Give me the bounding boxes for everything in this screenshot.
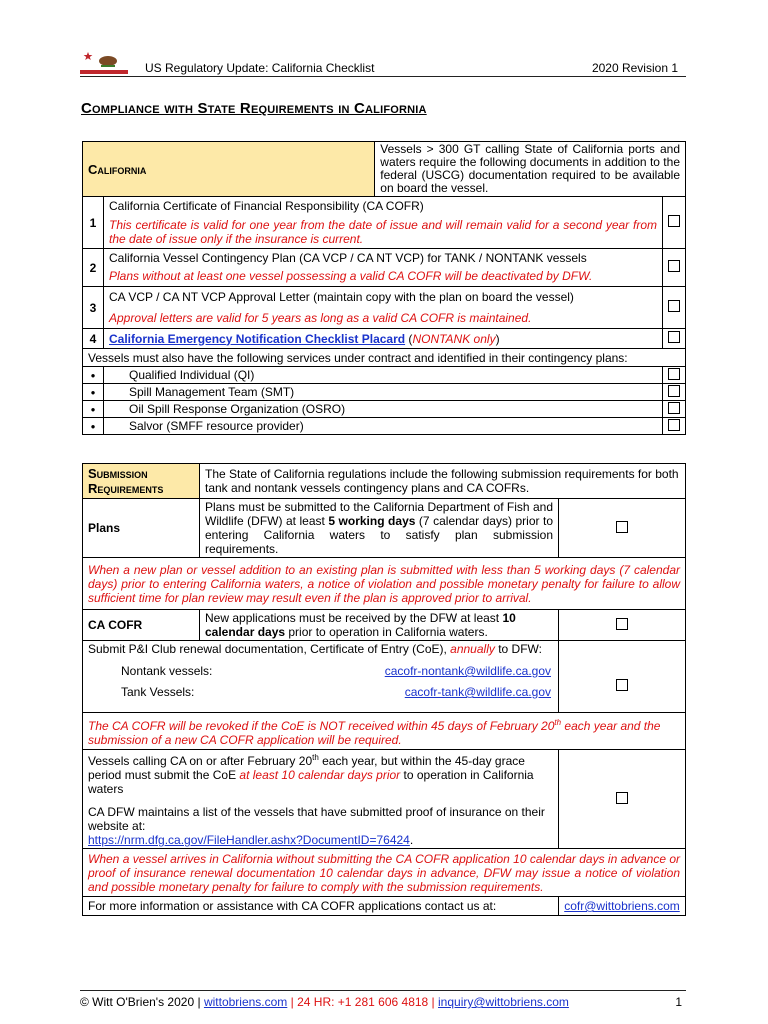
grace-text-mid: each year, but within the 45-day grace period must submit the CoE <box>88 754 525 782</box>
item-text: CA VCP / CA NT VCP Approval Letter (maintain copy with the plan on board the vessel) <box>109 289 574 304</box>
renewal-text: Submit P&I Club renewal documentation, Certificate of Entry (CoE), <box>88 642 451 656</box>
submission-heading: Submission Requirements <box>83 464 200 499</box>
checkbox[interactable] <box>616 792 628 804</box>
cofr-row <box>83 610 686 641</box>
footer-separator: | <box>428 995 439 1009</box>
item-note: Plans without at least one vessel possessing a valid CA COFR will be deactivated by DFW. <box>109 269 593 283</box>
contact-label: For more information or assistance with CA COFR applications contact us at: <box>88 899 497 913</box>
services-intro: Vessels must also have the following services under contract and identified in their contingency plans: <box>83 349 686 367</box>
item-note: Approval letters are valid for 5 years as long as a valid CA COFR is maintained. <box>109 310 532 325</box>
plans-text: Plans must be submitted to the California Department of Fish and Wildlife (DFW) at least <box>205 500 553 528</box>
tank-email-link[interactable]: cacofr-tank@wildlife.ca.gov <box>404 685 551 699</box>
service-row <box>83 418 686 435</box>
header-revision: 2020 Revision 1 <box>591 61 678 75</box>
page-number: 1 <box>675 995 682 1009</box>
service-row <box>83 367 686 384</box>
checkbox[interactable] <box>668 385 680 397</box>
california-flag-icon <box>80 48 128 74</box>
paren-open: ( <box>405 331 413 346</box>
submission-intro: The State of California regulations include the following submission requirements for both tank and nontank vessels contingency plans and CA COFRs. <box>200 464 686 499</box>
insurance-list-end: . <box>409 833 414 847</box>
placard-link[interactable]: California Emergency Notification Checklist Placard <box>109 331 406 346</box>
renewal-text-end: to DFW: <box>494 642 542 656</box>
renewal-frequency: annually <box>450 642 495 656</box>
footer-separator: | <box>287 995 298 1009</box>
plans-text-end: (7 calendar days) prior to entering California waters to satisfy plan submission requirements. <box>205 514 554 556</box>
contact-email-link[interactable]: cofr@wittobriens.com <box>564 899 680 913</box>
item-number: 3 <box>83 287 104 329</box>
grace-text-end: to operation in California waters <box>88 768 534 796</box>
checkbox[interactable] <box>668 402 680 414</box>
plans-row <box>83 499 686 558</box>
page-title: Compliance with State Requirements in California <box>81 100 427 117</box>
footer-separator: | <box>194 995 204 1009</box>
checklist-row <box>83 287 686 329</box>
checkbox[interactable] <box>616 618 628 630</box>
service-label: Salvor (SMFF resource provider) <box>104 418 663 435</box>
submission-requirements-table <box>82 463 686 916</box>
bullet-icon: ● <box>83 401 104 418</box>
california-intro: Vessels > 300 GT calling State of California ports and waters require the following documents in addition to the federal (USCG) documentation required to be available on board the vessel. <box>375 142 686 197</box>
item-text: California Certificate of Financial Responsibility (CA COFR) <box>109 199 424 213</box>
cofr-label: CA COFR <box>83 610 200 641</box>
checkbox[interactable] <box>668 300 680 312</box>
item-note: NONTANK only <box>412 331 496 346</box>
checkbox[interactable] <box>616 679 628 691</box>
bullet-icon: ● <box>83 367 104 384</box>
checkbox[interactable] <box>668 419 680 431</box>
revoke-text: The CA COFR will be revoked if the CoE is NOT received within 45 days of February 20 <box>88 718 555 733</box>
header-title: US Regulatory Update: California Checklist <box>145 61 375 75</box>
page-header <box>80 48 686 77</box>
item-number: 2 <box>83 249 104 287</box>
service-label: Qualified Individual (QI) <box>104 367 663 384</box>
item-number: 1 <box>83 197 104 249</box>
insurance-list-text: CA DFW maintains a list of the vessels that have submitted proof of insurance on their website at: <box>88 805 545 833</box>
service-row <box>83 384 686 401</box>
checklist-row <box>83 249 686 287</box>
tank-label: Tank Vessels: <box>121 685 195 699</box>
cofr-deadline: 10 calendar days <box>205 611 516 639</box>
bullet-icon: ● <box>83 418 104 435</box>
contact-email-cell <box>559 897 686 916</box>
plans-warning: When a new plan or vessel addition to an existing plan is submitted with less than 5 working days (7 calendar days) prior to entering California waters, a notice of violation and possible monetary penalty for failure to allow sufficient time for plan review may result even if the plan is approved prior to arrival. <box>83 558 686 610</box>
insurance-list-link[interactable]: https://nrm.dfg.ca.gov/FileHandler.ashx?DocumentID=76424 <box>88 833 410 847</box>
checkbox[interactable] <box>668 215 680 227</box>
checkbox[interactable] <box>668 331 680 343</box>
nontank-email-link[interactable]: cacofr-nontank@wildlife.ca.gov <box>384 664 551 678</box>
item-note: This certificate is valid for one year from the date of issue and will remain valid for a second year from the date of issue only if the insurance is current. <box>109 218 657 246</box>
cofr-text-end: prior to operation in California waters. <box>285 625 488 639</box>
footer-site-link[interactable]: wittobriens.com <box>203 995 288 1009</box>
california-requirements-table <box>82 141 686 435</box>
footer-hotline: 24 HR: +1 281 606 4818 <box>297 995 429 1009</box>
service-label: Oil Spill Response Organization (OSRO) <box>104 401 663 418</box>
grace-row <box>83 750 686 849</box>
checklist-row <box>83 197 686 249</box>
revoke-text-end: each year and the submission of a new CA COFR application will be required. <box>88 718 661 747</box>
nontank-label: Nontank vessels: <box>121 664 213 678</box>
checkbox[interactable] <box>616 521 628 533</box>
plans-label: Plans <box>83 499 200 558</box>
renewal-row <box>83 641 686 713</box>
checkbox[interactable] <box>668 260 680 272</box>
revoke-superscript: th <box>554 717 562 727</box>
page-footer <box>80 990 686 1009</box>
grace-text: Vessels calling CA on or after February 20 <box>88 754 313 768</box>
paren-close: ) <box>495 331 500 346</box>
footer-copyright: © Witt O'Brien's 2020 <box>80 995 195 1009</box>
checklist-row <box>83 329 686 349</box>
arrival-warning: When a vessel arrives in California without submitting the CA COFR application 10 calendar days in advance or proof of insurance renewal documentation 10 calendar days in advance, DFW may issue a notice of violation and possible monetary penalty for failure to comply with the submission requirements. <box>83 849 686 897</box>
plans-deadline: 5 working days <box>328 514 416 528</box>
grace-deadline: at least 10 calendar days prior <box>239 768 401 782</box>
service-label: Spill Management Team (SMT) <box>104 384 663 401</box>
contact-text <box>83 897 559 916</box>
service-row <box>83 401 686 418</box>
grace-superscript: th <box>312 753 319 762</box>
revoke-warning <box>83 713 686 750</box>
california-heading: California <box>83 142 375 197</box>
footer-email-link[interactable]: inquiry@wittobriens.com <box>438 995 569 1009</box>
bullet-icon: ● <box>83 384 104 401</box>
item-text: California Vessel Contingency Plan (CA VCP / CA NT VCP) for TANK / NONTANK vessels <box>109 251 587 265</box>
cofr-text: New applications must be received by the DFW at least <box>205 611 503 625</box>
checkbox[interactable] <box>668 368 680 380</box>
item-number: 4 <box>83 329 104 349</box>
